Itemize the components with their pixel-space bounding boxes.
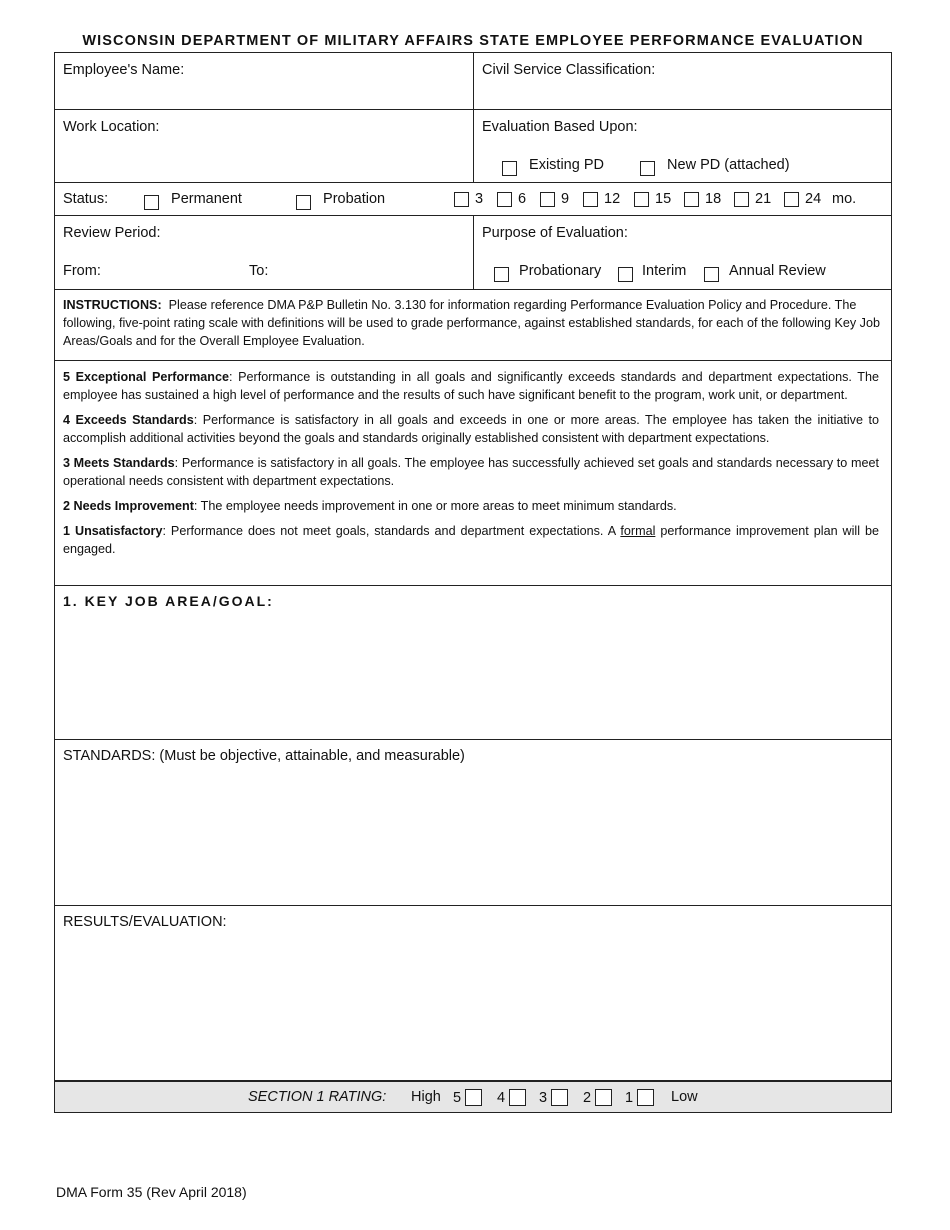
evaluation-based-field <box>474 110 891 182</box>
rating-high-label: High <box>411 1089 441 1105</box>
interim-option[interactable] <box>618 263 686 282</box>
row-location <box>55 110 891 183</box>
month-option[interactable] <box>454 191 483 207</box>
row-rating-scale <box>55 361 891 586</box>
results-label: RESULTS/EVALUATION: <box>63 914 227 930</box>
existing-pd-label: Existing PD <box>529 157 604 173</box>
permanent-option[interactable] <box>144 191 242 210</box>
rating-option[interactable] <box>539 1089 568 1106</box>
scale-text: : The employee needs improvement in one or more areas to meet minimum standards. <box>193 499 677 513</box>
rating-value: 3 <box>539 1090 548 1106</box>
month-checkbox[interactable] <box>454 192 469 207</box>
row-results <box>55 906 891 1081</box>
from-label: From: <box>63 263 101 279</box>
evaluation-form <box>54 52 892 1113</box>
rating-option[interactable] <box>625 1089 654 1106</box>
instructions-block <box>55 290 891 360</box>
existing-pd-option[interactable] <box>502 157 604 176</box>
rating-checkbox[interactable] <box>551 1089 568 1106</box>
section-rating-row <box>55 1081 891 1112</box>
civil-service-field[interactable] <box>474 53 891 109</box>
month-label: 18 <box>705 191 722 207</box>
scale-definition <box>63 368 879 404</box>
rating-checkbox[interactable] <box>595 1089 612 1106</box>
probationary-label: Probationary <box>519 263 602 279</box>
to-label: To: <box>249 263 269 279</box>
month-label: 12 <box>604 191 621 207</box>
scale-text: : Performance is satisfactory in all goals. The employee has successfully achieved set goals and standards necessary to meet operational needs consistent with department expectations. <box>63 456 879 488</box>
rating-scale <box>55 361 891 585</box>
instructions-label: INSTRUCTIONS: <box>63 298 162 312</box>
probationary-option[interactable] <box>494 263 601 282</box>
month-option[interactable] <box>734 191 771 207</box>
scale-label: 1 Unsatisfactory <box>63 524 163 538</box>
row-standards <box>55 740 891 906</box>
new-pd-option[interactable] <box>640 157 790 176</box>
interim-checkbox[interactable] <box>618 267 633 282</box>
form-footer: DMA Form 35 (Rev April 2018) <box>56 1184 247 1200</box>
work-location-field[interactable] <box>55 110 474 182</box>
new-pd-label: New PD (attached) <box>667 157 790 173</box>
purpose-label: Purpose of Evaluation: <box>482 225 628 241</box>
results-field[interactable] <box>55 906 891 1080</box>
month-label: 15 <box>655 191 672 207</box>
form-title: WISCONSIN DEPARTMENT OF MILITARY AFFAIRS STATE EMPLOYEE PERFORMANCE EVALUATION <box>82 33 864 49</box>
month-option[interactable] <box>784 191 821 207</box>
section-rating-label: SECTION 1 RATING: <box>248 1089 387 1105</box>
key-job-area-field[interactable] <box>55 586 891 739</box>
month-label: 3 <box>475 191 484 207</box>
row-instructions <box>55 290 891 361</box>
month-checkbox[interactable] <box>540 192 555 207</box>
permanent-label: Permanent <box>171 191 242 207</box>
rating-value: 2 <box>583 1090 592 1106</box>
rating-option[interactable] <box>583 1089 612 1106</box>
scale-text: : Performance is outstanding in all goals and significantly exceeds standards and department expectations. The employee has sustained a high level of performance and the results of such have significant benefit to the program, work unit, or department. <box>63 370 879 402</box>
probation-option[interactable] <box>296 191 385 210</box>
status-field <box>55 183 891 215</box>
month-label: 24 <box>805 191 822 207</box>
scale-label: 5 Exceptional Performance <box>63 370 229 384</box>
standards-label: STANDARDS: (Must be objective, attainable, and measurable) <box>63 748 465 764</box>
rating-checkbox[interactable] <box>637 1089 654 1106</box>
civil-service-label: Civil Service Classification: <box>482 62 656 78</box>
probationary-checkbox[interactable] <box>494 267 509 282</box>
scale-definition <box>63 497 879 515</box>
annual-review-label: Annual Review <box>729 263 826 279</box>
scale-label: 3 Meets Standards <box>63 456 175 470</box>
purpose-field <box>474 216 891 289</box>
month-checkbox[interactable] <box>784 192 799 207</box>
row-name <box>55 53 891 110</box>
employee-name-field[interactable] <box>55 53 474 109</box>
work-location-label: Work Location: <box>63 119 160 135</box>
scale-definition <box>63 411 879 447</box>
employee-name-label: Employee's Name: <box>63 62 185 78</box>
scale-text-underlined: formal <box>620 524 656 538</box>
month-checkbox[interactable] <box>497 192 512 207</box>
key-job-area-heading: 1. KEY JOB AREA/GOAL: <box>63 593 274 609</box>
month-label: 9 <box>561 191 570 207</box>
scale-text: : Performance does not meet goals, standards and department expectations. A <box>162 524 621 538</box>
month-label: 6 <box>518 191 527 207</box>
rating-value: 5 <box>453 1090 462 1106</box>
rating-checkbox[interactable] <box>465 1089 482 1106</box>
annual-review-option[interactable] <box>704 263 826 282</box>
status-label: Status: <box>63 191 109 207</box>
existing-pd-checkbox[interactable] <box>502 161 517 176</box>
rating-checkbox[interactable] <box>509 1089 526 1106</box>
rating-low-label: Low <box>671 1089 698 1105</box>
month-option[interactable] <box>583 191 620 207</box>
row-review <box>55 216 891 290</box>
interim-label: Interim <box>642 263 687 279</box>
annual-review-checkbox[interactable] <box>704 267 719 282</box>
rating-value: 1 <box>625 1090 634 1106</box>
row-status <box>55 183 891 216</box>
scale-definition <box>63 454 879 490</box>
scale-label: 4 Exceeds Standards <box>63 413 194 427</box>
review-period-label: Review Period: <box>63 225 161 241</box>
month-checkbox[interactable] <box>734 192 749 207</box>
instructions-text: Please reference DMA P&P Bulletin No. 3.130 for information regarding Performance Evaluation Policy and Procedure. The following, five-point rating scale with definitions will be used to grade performance, against established standards, for each of the following Key Job Areas/Goals and for the Overall Employee Evaluation. <box>63 298 880 348</box>
months-unit: mo. <box>832 191 857 207</box>
month-option[interactable] <box>684 191 721 207</box>
scale-text: : Performance is satisfactory in all goals and exceeds in one or more areas. The employee has taken the initiative to accomplish additional activities beyond the goals and standards originally established consistent with department expectations. <box>63 413 879 445</box>
permanent-checkbox[interactable] <box>144 195 159 210</box>
month-checkbox[interactable] <box>634 192 649 207</box>
review-period-field[interactable] <box>55 216 474 289</box>
scale-label: 2 Needs Improvement <box>63 499 194 513</box>
month-option[interactable] <box>497 191 526 207</box>
scale-definition <box>63 522 879 558</box>
month-checkbox[interactable] <box>684 192 699 207</box>
evaluation-based-label: Evaluation Based Upon: <box>482 119 638 135</box>
rating-value: 4 <box>497 1090 506 1106</box>
rating-option[interactable] <box>453 1089 482 1106</box>
month-checkbox[interactable] <box>583 192 598 207</box>
probation-checkbox[interactable] <box>296 195 311 210</box>
standards-field[interactable] <box>55 740 891 905</box>
month-option[interactable] <box>634 191 671 207</box>
scale-text: performance improvement plan will be engaged. <box>63 524 880 556</box>
month-option[interactable] <box>540 191 569 207</box>
month-label: 21 <box>755 191 772 207</box>
new-pd-checkbox[interactable] <box>640 161 655 176</box>
row-key-job-area <box>55 586 891 740</box>
rating-option[interactable] <box>497 1089 526 1106</box>
probation-label: Probation <box>323 191 386 207</box>
